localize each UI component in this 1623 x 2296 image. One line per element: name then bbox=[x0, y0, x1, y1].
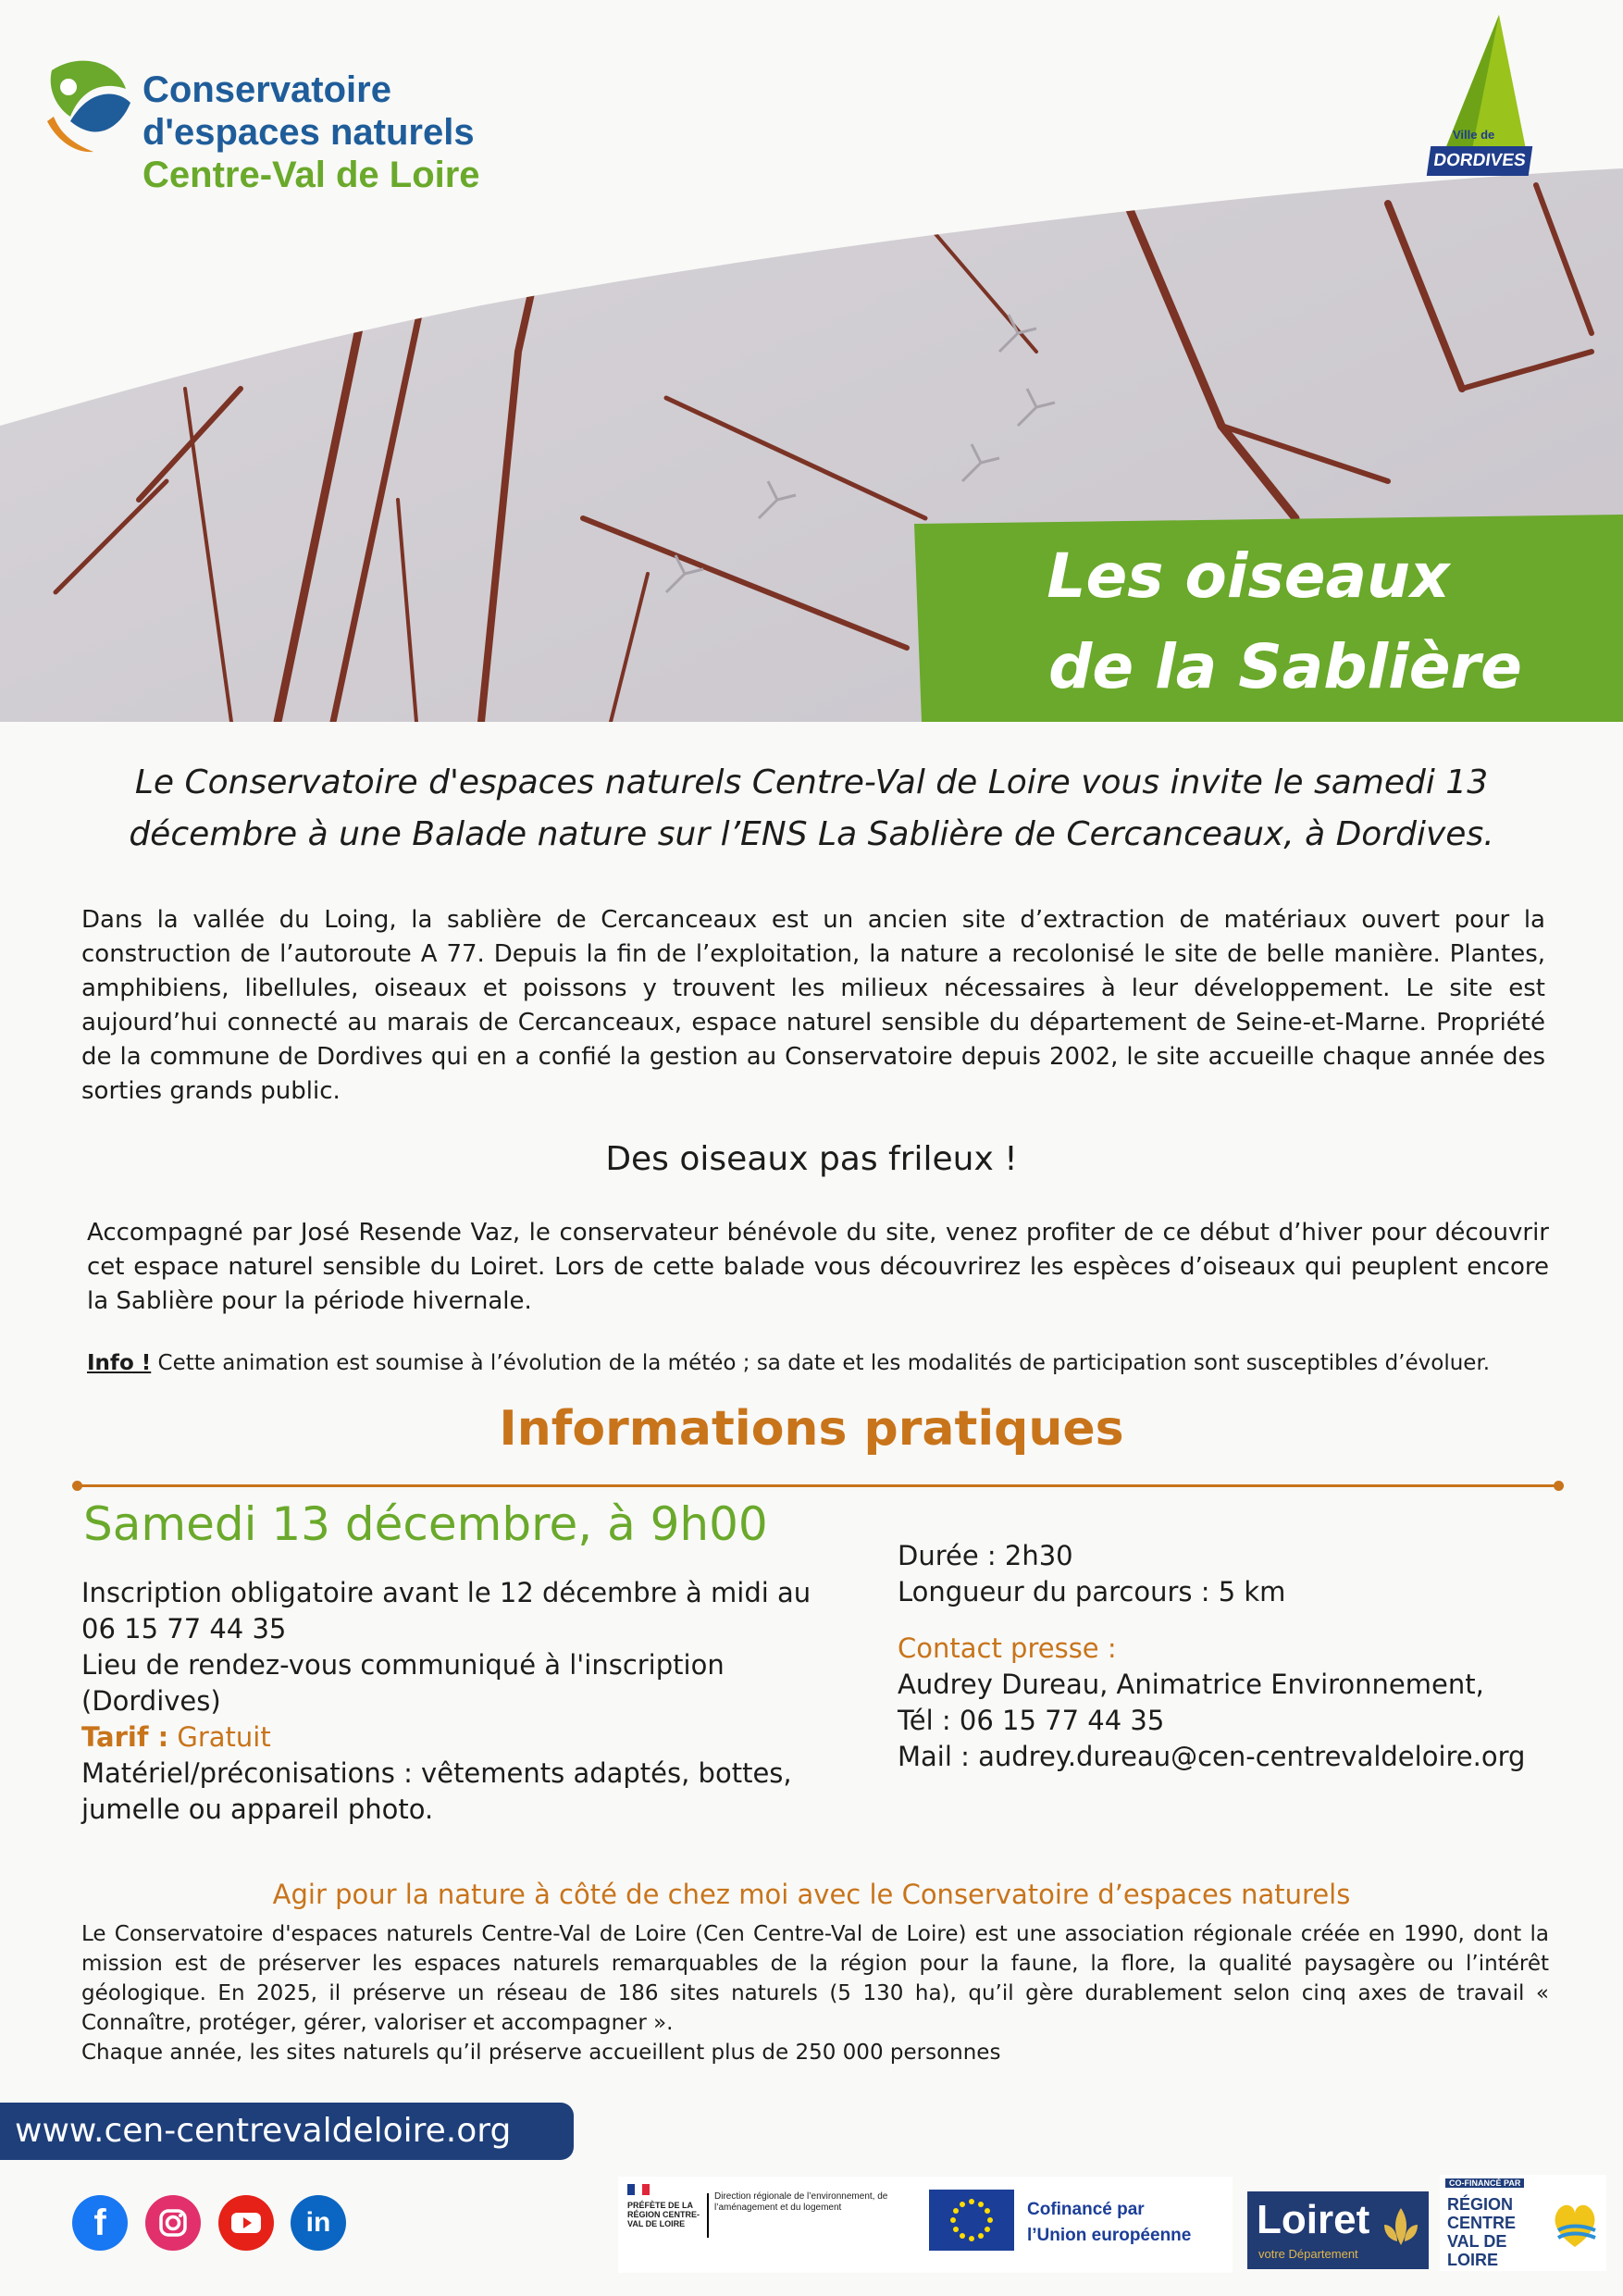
subtitle: Des oiseaux pas frileux ! bbox=[605, 1140, 1018, 1178]
paragraph-3-main: Le Conservatoire d'espaces naturels Centre-Val de Loire (Cen Centre-Val de Loire) est une association régionale créée en 1990, dont la mission est de préserver les espaces naturels remarquables de la région pour la faune, la flore, la qualité paysagère ou l’intérêt géologique. En 2025, il préserve un réseau de 186 sites naturels (5 130 ha), qu’il gère durablement selon cinq axes de travail « Connaître, protéger, gérer, valoriser et accompagner ». bbox=[81, 1922, 1549, 2035]
fleur-de-lys-icon bbox=[1379, 2204, 1423, 2253]
contact-mail[interactable]: Mail : audrey.dureau@cen-centrevaldeloire.org bbox=[898, 1741, 1526, 1772]
tarif-value: Gratuit bbox=[168, 1721, 271, 1753]
lieu-text: Lieu de rendez-vous communiqué à l'inscription (Dordives) bbox=[81, 1649, 725, 1717]
agir-heading: Agir pour la nature à côté de chez moi avec le Conservatoire d’espaces naturels bbox=[272, 1879, 1351, 1910]
cen-logo-line3: Centre-Val de Loire bbox=[142, 155, 480, 195]
facebook-icon[interactable]: f bbox=[72, 2195, 128, 2251]
prefet-separator bbox=[707, 2193, 709, 2238]
cen-logo[interactable] bbox=[43, 52, 561, 209]
tarif-row bbox=[81, 1719, 840, 1756]
tarif-label: Tarif : bbox=[81, 1721, 169, 1753]
loiret-sub: votre Département bbox=[1258, 2247, 1358, 2261]
info-text: Cette animation est soumise à l’évolution de la météo ; sa date et les modalités de participation sont susceptibles d’évoluer. bbox=[151, 1351, 1491, 1375]
cen-logo-line1: Conservatoire bbox=[142, 69, 391, 110]
prefet-text: PRÉFÈTE DE LA RÉGION CENTRE-VAL DE LOIRE bbox=[627, 2201, 700, 2228]
eu-logo[interactable] bbox=[925, 2177, 1233, 2273]
event-date: Samedi 13 décembre, à 9h00 bbox=[83, 1497, 768, 1551]
header bbox=[0, 0, 1623, 722]
region-name: RÉGION CENTRE VAL DE LOIRE bbox=[1447, 2195, 1517, 2269]
longueur-text: Longueur du parcours : 5 km bbox=[898, 1576, 1286, 1607]
marianne-flag-icon bbox=[627, 2184, 650, 2195]
dordives-small: Ville de bbox=[1453, 128, 1495, 142]
eu-line2: l’Union européenne bbox=[1027, 2226, 1192, 2245]
eu-line1: Cofinancé par bbox=[1027, 2200, 1145, 2219]
section-divider bbox=[76, 1484, 1560, 1487]
section-title: Informations pratiques bbox=[499, 1401, 1124, 1457]
region-logo[interactable] bbox=[1440, 2175, 1606, 2271]
duree-text: Durée : 2h30 bbox=[898, 1540, 1073, 1571]
dordives-logo[interactable] bbox=[1388, 15, 1536, 178]
materiel-text: Matériel/préconisations : vêtements adaptés, bottes, jumelle ou appareil photo. bbox=[81, 1757, 792, 1825]
website-link[interactable]: www.cen-centrevaldeloire.org bbox=[0, 2103, 574, 2160]
title-line1: Les oiseaux bbox=[1047, 540, 1450, 612]
contact-name: Audrey Dureau, Animatrice Environnement, bbox=[898, 1669, 1484, 1700]
title-banner bbox=[914, 515, 1623, 722]
intro-text: Le Conservatoire d'espaces naturels Centre-Val de Loire vous invite le samedi 13 décembre à une Balade nature sur l’ENS La Sablière de Cercanceaux, à Dordives. bbox=[129, 763, 1494, 853]
practical-left-column bbox=[81, 1575, 840, 1828]
loiret-name: Loiret bbox=[1257, 2197, 1370, 2242]
region-cofinance: CO-FINANCÉ PAR bbox=[1445, 2178, 1524, 2188]
eu-flag-icon bbox=[929, 2190, 1014, 2251]
divider-dot bbox=[72, 1481, 82, 1491]
region-heart-icon bbox=[1549, 2193, 1601, 2253]
paragraph-2: Accompagné par José Resende Vaz, le conservateur bénévole du site, venez profiter de ce début d’hiver pour découvrir cet espace naturel sensible du Loiret. Lors de cette balade vous découvrirez les espèces d’oiseaux qui peuplent encore la Sablière pour la période hivernale. bbox=[87, 1219, 1549, 1315]
youtube-icon[interactable] bbox=[218, 2195, 274, 2251]
info-note bbox=[87, 1349, 1567, 1377]
cen-logo-line2: d'espaces naturels bbox=[142, 112, 475, 153]
divider-dot bbox=[1554, 1481, 1564, 1491]
dreal-text: Direction régionale de l’environnement, de l’aménagement et du logement bbox=[714, 2191, 888, 2213]
contact-label: Contact presse : bbox=[898, 1632, 1117, 1664]
linkedin-icon[interactable]: in bbox=[291, 2195, 346, 2251]
inscription-text: Inscription obligatoire avant le 12 décembre à midi au 06 15 77 44 35 bbox=[81, 1577, 812, 1644]
prefet-logo[interactable] bbox=[618, 2177, 925, 2273]
contact-tel: Tél : 06 15 77 44 35 bbox=[898, 1705, 1165, 1736]
info-label: Info ! bbox=[87, 1351, 152, 1375]
paragraph-1: Dans la vallée du Loing, la sablière de Cercanceaux est un ancien site d’extraction de matériaux ouvert pour la construction de l’autoroute A 77. Depuis la fin de l’exploitation, la nature a recolonisé le site de belle manière. Plantes, amphibiens, libellules, oiseaux et poissons y trouvent les milieux nécessaires à leur développement. Le site est aujourd’hui connecté au marais de Cercanceaux, espace naturel sensible du département de Seine-et-Marne. Propriété de la commune de Dordives qui en a confié la gestion au Conservatoire depuis 2002, le site accueille chaque année des sorties grands public. bbox=[81, 906, 1545, 1105]
dordives-big: DORDIVES bbox=[1427, 146, 1532, 176]
loiret-logo[interactable] bbox=[1247, 2191, 1429, 2269]
title-line2: de la Sablière bbox=[1048, 631, 1522, 702]
cen-leaf-icon bbox=[43, 52, 135, 163]
paragraph-3-last: Chaque année, les sites naturels qu’il préserve accueillent plus de 250 000 personnes bbox=[81, 2041, 1001, 2065]
practical-right-column bbox=[898, 1538, 1582, 1775]
paragraph-3 bbox=[81, 1919, 1549, 2067]
instagram-icon[interactable] bbox=[145, 2195, 201, 2251]
